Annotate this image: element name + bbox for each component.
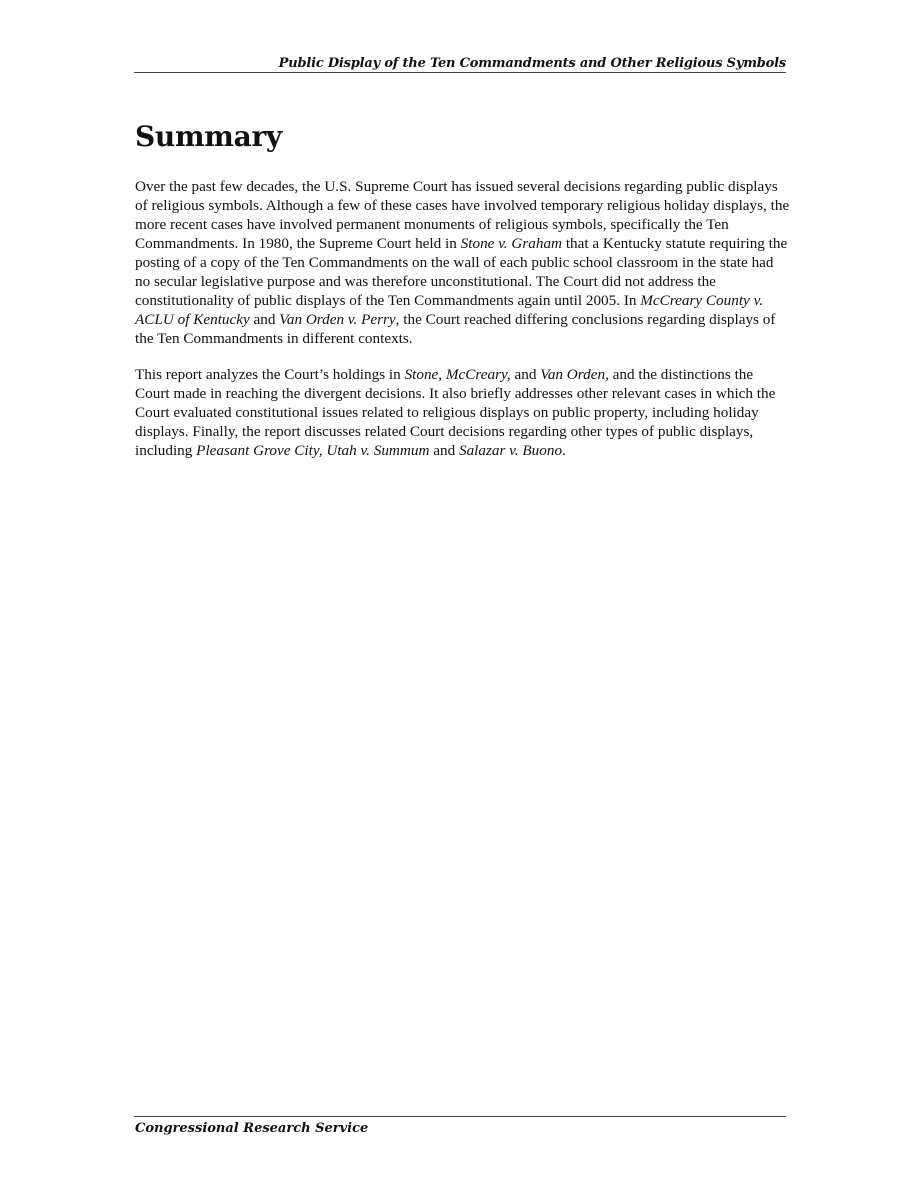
summary-paragraph-1 (135, 177, 791, 348)
text-run: , and the distinctions the Court made in reaching the divergent decisions. It also briefly addresses other relevant cases in which the Court evaluated constitutional issues related to religious displays on public property, including holiday displays. Finally, the report discusses related Court decisions regarding other types of public displays, including (135, 366, 776, 459)
case-name: Van Orden (540, 366, 606, 383)
text-run: and (249, 311, 280, 328)
text-run: and (429, 442, 459, 459)
text-run: This report analyzes the Court’s holdings in (135, 366, 405, 383)
case-name: Pleasant Grove City, Utah v. Summum (196, 442, 430, 459)
case-name: McCreary County v. ACLU of Kentucky (135, 292, 763, 328)
text-run: . (562, 442, 566, 459)
case-name: Stone v. Graham (460, 235, 563, 252)
summary-body (135, 177, 791, 477)
case-name: Salazar v. Buono (458, 442, 563, 459)
summary-paragraph-2 (135, 365, 791, 460)
section-title: Summary (135, 120, 282, 153)
text-run: Over the past few decades, the U.S. Supreme Court has issued several decisions regarding public displays of religious symbols. Although a few of these cases have involved temporary religious holiday displays, the more recent cases have involved permanent monuments of religious symbols, specifically the Ten Commandments. In 1980, the Supreme Court held in (135, 178, 790, 252)
text-run: , the Court reached differing conclusions regarding displays of the Ten Commandments in different contexts. (135, 311, 776, 347)
case-name: Van Orden v. Perry (279, 311, 396, 328)
text-run: and (510, 366, 541, 383)
footer-divider (134, 1116, 786, 1117)
running-header: Public Display of the Ten Commandments and Other Religious Symbols (278, 56, 786, 71)
case-name: Stone, McCreary, (404, 366, 511, 383)
footer-publisher: Congressional Research Service (135, 1121, 369, 1136)
text-run: that a Kentucky statute requiring the posting of a copy of the Ten Commandments on the wall of each public school classroom in the state had no secular legislative purpose and was therefore unconstitutional. The Court did not address the constitutionality of public displays of the Ten Commandments again until 2005. In (135, 235, 788, 309)
header-divider (134, 72, 786, 73)
